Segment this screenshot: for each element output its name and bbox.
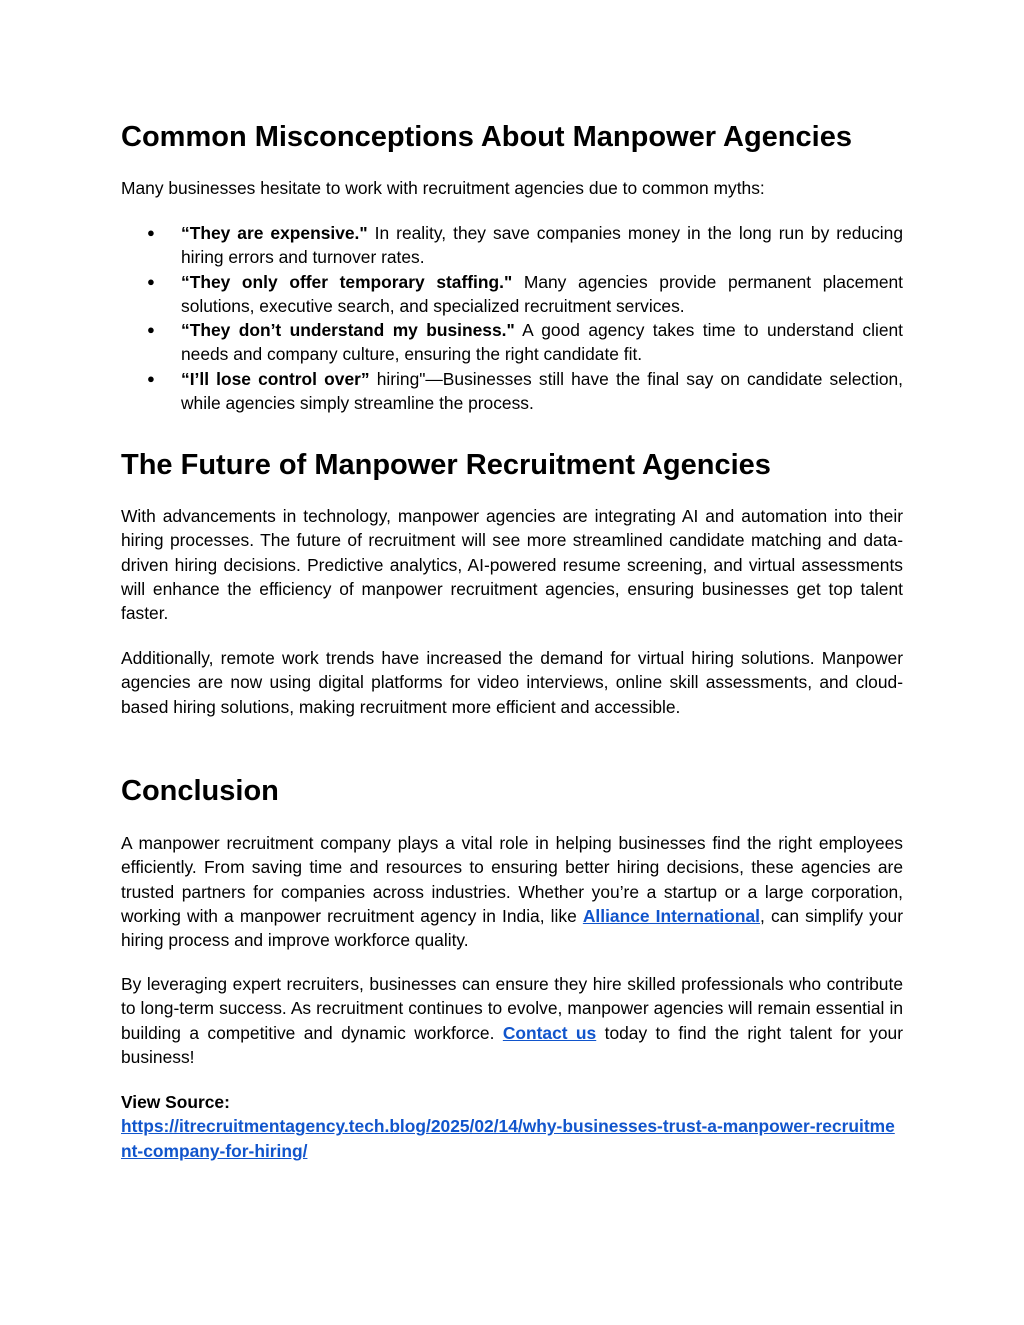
list-item [121,221,903,270]
myth-text: In reality, they save companies money in the long run by reducing hiring errors and turnover rates. [181,223,903,268]
conclusion-text: , can simplify your hiring process and improve workforce quality. [121,905,903,951]
future-paragraph-2: Additionally, remote work trends have increased the demand for virtual hiring solutions. Manpower agencies are now using digital platforms for video interviews, online skill assessments, and cloud-based hiring solutions, making recruitment more efficient and accessible. [121,648,903,717]
myth-text: hiring"—Businesses still have the final say on candidate selection, while agencies simply streamline the process. [181,368,903,414]
myth-title: “They only offer temporary staffing." [181,271,513,292]
misconceptions-intro: Many businesses hesitate to work with recruitment agencies due to common myths: [121,178,765,198]
view-source-label: View Source: [121,1092,230,1112]
contact-us-link[interactable]: Contact us [502,1022,597,1043]
list-item [121,318,903,367]
bullet-icon: ● [147,370,155,386]
source-url-link[interactable]: https://itrecruitmentagency.tech.blog/2025/02/14/why-businesses-trust-a-manpower-recruitment-company-for-hiring/ [121,1116,895,1161]
myth-title: “They are expensive." [181,223,368,243]
myth-title: “They don’t understand my business." [181,320,515,341]
conclusion-paragraph-2 [121,972,903,1069]
conclusion-text: By leveraging expert recruiters, businesses can ensure they hire skilled professionals who contribute to long-term success. As recruitment continues to evolve, manpower agencies will remain essential in building a competitive and dynamic workforce. [121,974,903,1043]
conclusion-text: A manpower recruitment company plays a vital role in helping businesses find the right employees efficiently. From saving time and resources to ensuring better hiring decisions, these agencies are trusted partners for companies across industries. Whether you’re a startup or a large corporation, working with a manpower recruitment agency in India, like [121,833,903,926]
conclusion-text: today to find the right talent for your business! [121,1022,903,1067]
bullet-icon: ● [147,273,155,289]
myth-text: Many agencies provide permanent placement solutions, executive search, and specialized recruitment services. [181,271,903,316]
list-item [121,367,903,416]
future-paragraph-1: With advancements in technology, manpower agencies are integrating AI and automation into their hiring processes. The future of recruitment will see more streamlined candidate matching and data-driven hiring decisions. Predictive analytics, AI-powered resume screening, and virtual assessments will enhance the efficiency of manpower recruitment agencies, ensuring businesses get top talent faster. [121,506,903,624]
bullet-icon: ● [147,322,155,338]
bullet-icon: ● [147,225,155,240]
heading-future: The Future of Manpower Recruitment Agencies [121,449,771,481]
heading-conclusion: Conclusion [121,775,279,807]
view-source-block [121,1090,903,1163]
myths-list [121,221,903,415]
conclusion-paragraph-1 [121,831,903,952]
heading-misconceptions: Common Misconceptions About Manpower Agencies [121,121,852,153]
list-item [121,270,903,319]
myth-text: A good agency takes time to understand client needs and company culture, ensuring the right candidate fit. [181,320,903,365]
myth-title: “I’ll lose control over” [181,368,370,389]
alliance-international-link[interactable]: Alliance International [582,905,761,926]
